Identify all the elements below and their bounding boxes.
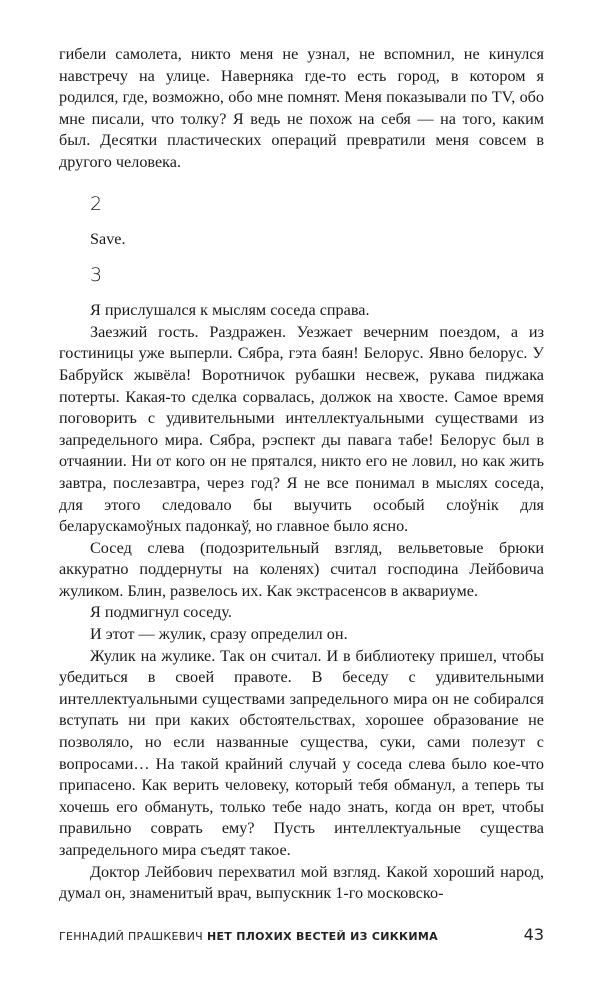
paragraph: Сосед слева (подозрительный взгляд, вельветовые брюки аккуратно поддернуты на коленях) считал господина Лейбовича жуликом. Блин, развелось их. Как экстрасенсов в аквариуме. xyxy=(59,538,544,600)
footer-author: ГЕННАДИЙ ПРАШКЕВИЧ xyxy=(59,930,203,943)
paragraph: Я подмигнул соседу. xyxy=(90,603,232,622)
running-title xyxy=(59,930,438,943)
paragraph: Заезжий гость. Раздражен. Уезжает вечерним поездом, а из гостиницы уже выперли. Сябра, гэта баян! Белорус. Явно белорус. У Бабруйск жывёла! Воротничок рубашки несвеж, рукава пиджака потерты. Какая-то сделка сорвалась, должок на хвосте. Самое время поговорить с удивительными интеллектуальными существами из запредельного мира. Сябра, рэспект ды павага табе! Белорус был в отчаянии. Ни от кого он не прятался, никто его не ловил, но как жить завтра, послезавтра, через год? Я не все понимал в мыслях соседа, для этого следовало бы выучить особый слоўнік для беларускамоўных падонкаў, но главное было ясно. xyxy=(59,322,544,536)
page-body xyxy=(59,44,544,905)
page-number: 43 xyxy=(523,925,544,944)
paragraph: Доктор Лейбович перехватил мой взгляд. Какой хороший народ, думал он, знаменитый врач, выпускник 1-го московско- xyxy=(59,862,544,903)
page-footer xyxy=(59,925,544,945)
paragraph: Я прислушался к мыслям соседа справа. xyxy=(90,301,370,320)
footer-book-title: НЕТ ПЛОХИХ ВЕСТЕЙ ИЗ СИККИМА xyxy=(206,930,438,943)
paragraph: И этот — жулик, сразу определил он. xyxy=(90,625,348,644)
section-2-text: Save. xyxy=(90,229,126,248)
section-number-2: 2 xyxy=(90,192,103,215)
paragraph: Жулик на жулике. Так он считал. И в библиотеку пришел, чтобы убедиться в своей правоте. В беседу с удивительными интеллектуальными существами запредельного мира он не собирался вступать ни при каких обстоятельствах, хорошее образование не позволяло, но если названные существа, суки, сами полезут с вопросами… На такой крайний случай у соседа слева было кое-что припасено. Как верить человеку, который тебя обманул, а теперь ты хочешь его обмануть, только тебе надо знать, когда он врет, чтобы правильно соврать ему? Пусть интеллектуальные существа запредельного мира съедят такое. xyxy=(59,646,544,859)
paragraph-continuation: гибели самолета, никто меня не узнал, не вспомнил, не кинулся навстречу на улице. Наверняка где-то есть город, в котором я родился, где, возможно, обо мне помнят. Меня показывали по TV, обо мне писали, что толку? Я ведь не похож на себя — на того, каким был. Десятки пластических операций превратили меня совсем в другого человека. xyxy=(59,45,544,171)
section-number-3: 3 xyxy=(90,264,103,287)
